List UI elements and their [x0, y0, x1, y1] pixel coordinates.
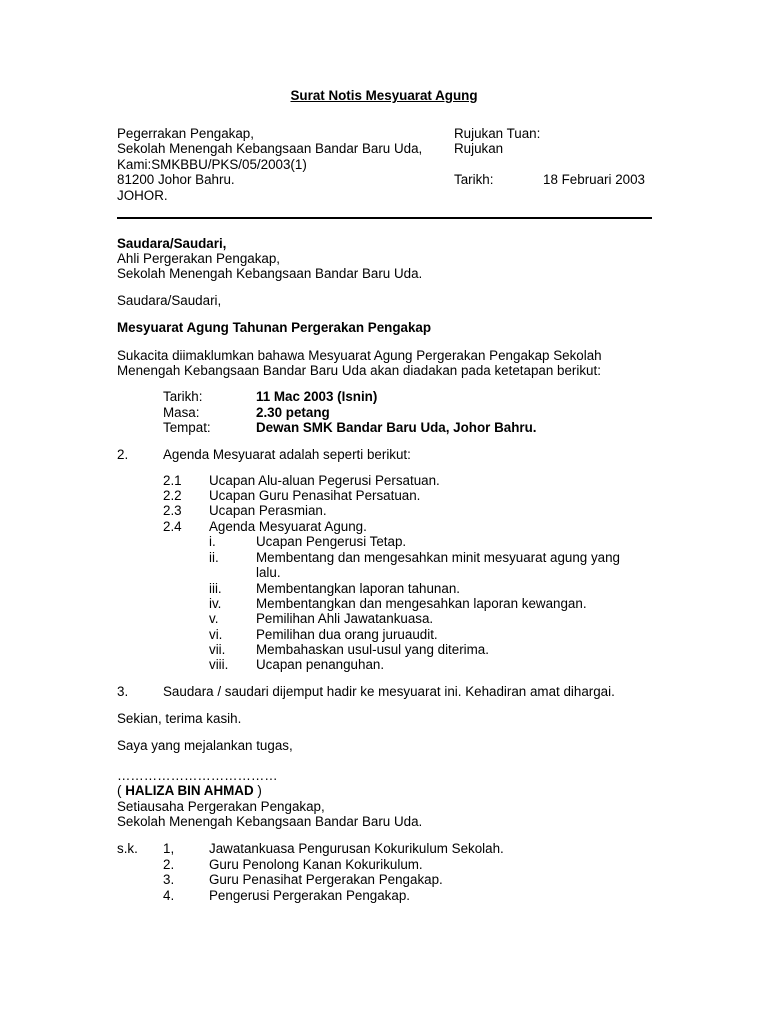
subagenda-num: v. [209, 611, 219, 626]
detail-label-time: Masa: [163, 405, 200, 420]
detail-value-time: 2.30 petang [256, 405, 330, 420]
subagenda-item: Ucapan penanguhan. [256, 657, 385, 672]
greeting: Saudara/Saudari, [117, 293, 222, 308]
header-divider [117, 217, 652, 219]
para2-text: Agenda Mesyuarat adalah seperti berikut: [163, 447, 411, 462]
cc-item: Guru Penasihat Pergerakan Pengakap. [209, 872, 443, 887]
subagenda-num: ii. [209, 550, 219, 565]
para3-number: 3. [117, 684, 129, 699]
detail-value-place: Dewan SMK Bandar Baru Uda, Johor Bahru. [256, 420, 537, 435]
cc-num: 1, [163, 841, 175, 856]
subagenda-item-continued: lalu. [256, 565, 281, 580]
sender-line-3: Kami:SMKBBU/PKS/05/2003(1) [117, 157, 307, 172]
subagenda-item: Pemilihan Ahli Jawatankuasa. [256, 611, 434, 626]
signer-title-line-2: Sekolah Menengah Kebangsaan Bandar Baru Uda. [117, 814, 423, 829]
agenda-item: Ucapan Alu-aluan Pegerusi Persatuan. [209, 473, 440, 488]
agenda-num: 2.4 [163, 519, 182, 534]
sender-line-5: JOHOR. [117, 188, 168, 203]
cc-label: s.k. [117, 841, 138, 856]
cc-item: Jawatankuasa Pengurusan Kokurikulum Sekolah. [209, 841, 504, 856]
signoff: Saya yang mejalankan tugas, [117, 738, 293, 753]
recipient-salutation: Saudara/Saudari, [117, 236, 227, 251]
subagenda-item: Membahaskan usul-usul yang diterima. [256, 642, 489, 657]
signer-name-line [117, 783, 262, 799]
agenda-num: 2.2 [163, 488, 182, 503]
subagenda-item: Ucapan Pengerusi Tetap. [256, 534, 407, 549]
cc-num: 3. [163, 872, 175, 887]
para3-text: Saudara / saudari dijemput hadir ke mesyuarat ini. Kehadiran amat dihargai. [163, 684, 615, 699]
date-label: Tarikh: [454, 172, 494, 187]
subagenda-num: i. [209, 534, 216, 549]
detail-label-date: Tarikh: [163, 389, 203, 404]
sender-line-4: 81200 Johor Bahru. [117, 172, 235, 187]
para2-number: 2. [117, 447, 129, 462]
agenda-item: Ucapan Perasmian. [209, 503, 327, 518]
signature-line: ……………………………… [117, 768, 278, 783]
recipient-line-2: Sekolah Menengah Kebangsaan Bandar Baru Uda. [117, 266, 423, 281]
detail-label-place: Tempat: [163, 420, 211, 435]
subagenda-item: Pemilihan dua orang juruaudit. [256, 627, 438, 642]
cc-item: Pengerusi Pergerakan Pengakap. [209, 888, 410, 903]
agenda-num: 2.1 [163, 473, 182, 488]
subagenda-num: vi. [209, 627, 223, 642]
agenda-item: Agenda Mesyuarat Agung. [209, 519, 367, 534]
ref-line-2: Rujukan [454, 141, 504, 156]
subagenda-item: Membentang dan mengesahkan minit mesyuarat agung yang [256, 550, 621, 565]
sender-line-1: Pegerrakan Pengakap, [117, 126, 254, 141]
agenda-item: Ucapan Guru Penasihat Persatuan. [209, 488, 421, 503]
closing: Sekian, terima kasih. [117, 711, 242, 726]
subagenda-num: iii. [209, 581, 222, 596]
document-title: Surat Notis Mesyuarat Agung [290, 88, 478, 103]
subagenda-num: iv. [209, 596, 222, 611]
subject-heading: Mesyuarat Agung Tahunan Pergerakan Pengakap [117, 320, 432, 335]
recipient-line-1: Ahli Pergerakan Pengakap, [117, 251, 281, 266]
signer-title-line-1: Setiausaha Pergerakan Pengakap, [117, 799, 325, 814]
intro-line-1: Sukacita diimaklumkan bahawa Mesyuarat Agung Pergerakan Pengakap Sekolah [117, 348, 602, 363]
cc-item: Guru Penolong Kanan Kokurikulum. [209, 857, 423, 872]
subagenda-num: viii. [209, 657, 229, 672]
signer-name: HALIZA BIN AHMAD [125, 783, 254, 798]
signer-paren-close: ) [253, 783, 262, 798]
sender-line-2: Sekolah Menengah Kebangsaan Bandar Baru Uda, [117, 141, 423, 156]
subagenda-item: Membentangkan laporan tahunan. [256, 581, 460, 596]
subagenda-item: Membentangkan dan mengesahkan laporan kewangan. [256, 596, 587, 611]
date-value: 18 Februari 2003 [543, 172, 645, 187]
ref-line-1: Rujukan Tuan: [454, 126, 541, 141]
agenda-num: 2.3 [163, 503, 182, 518]
detail-value-date: 11 Mac 2003 (Isnin) [256, 389, 378, 404]
cc-num: 2. [163, 857, 175, 872]
intro-line-2: Menengah Kebangsaan Bandar Baru Uda akan diadakan pada ketetapan berikut: [117, 363, 601, 378]
signer-paren-open: ( [117, 783, 126, 798]
subagenda-num: vii. [209, 642, 226, 657]
cc-num: 4. [163, 888, 175, 903]
